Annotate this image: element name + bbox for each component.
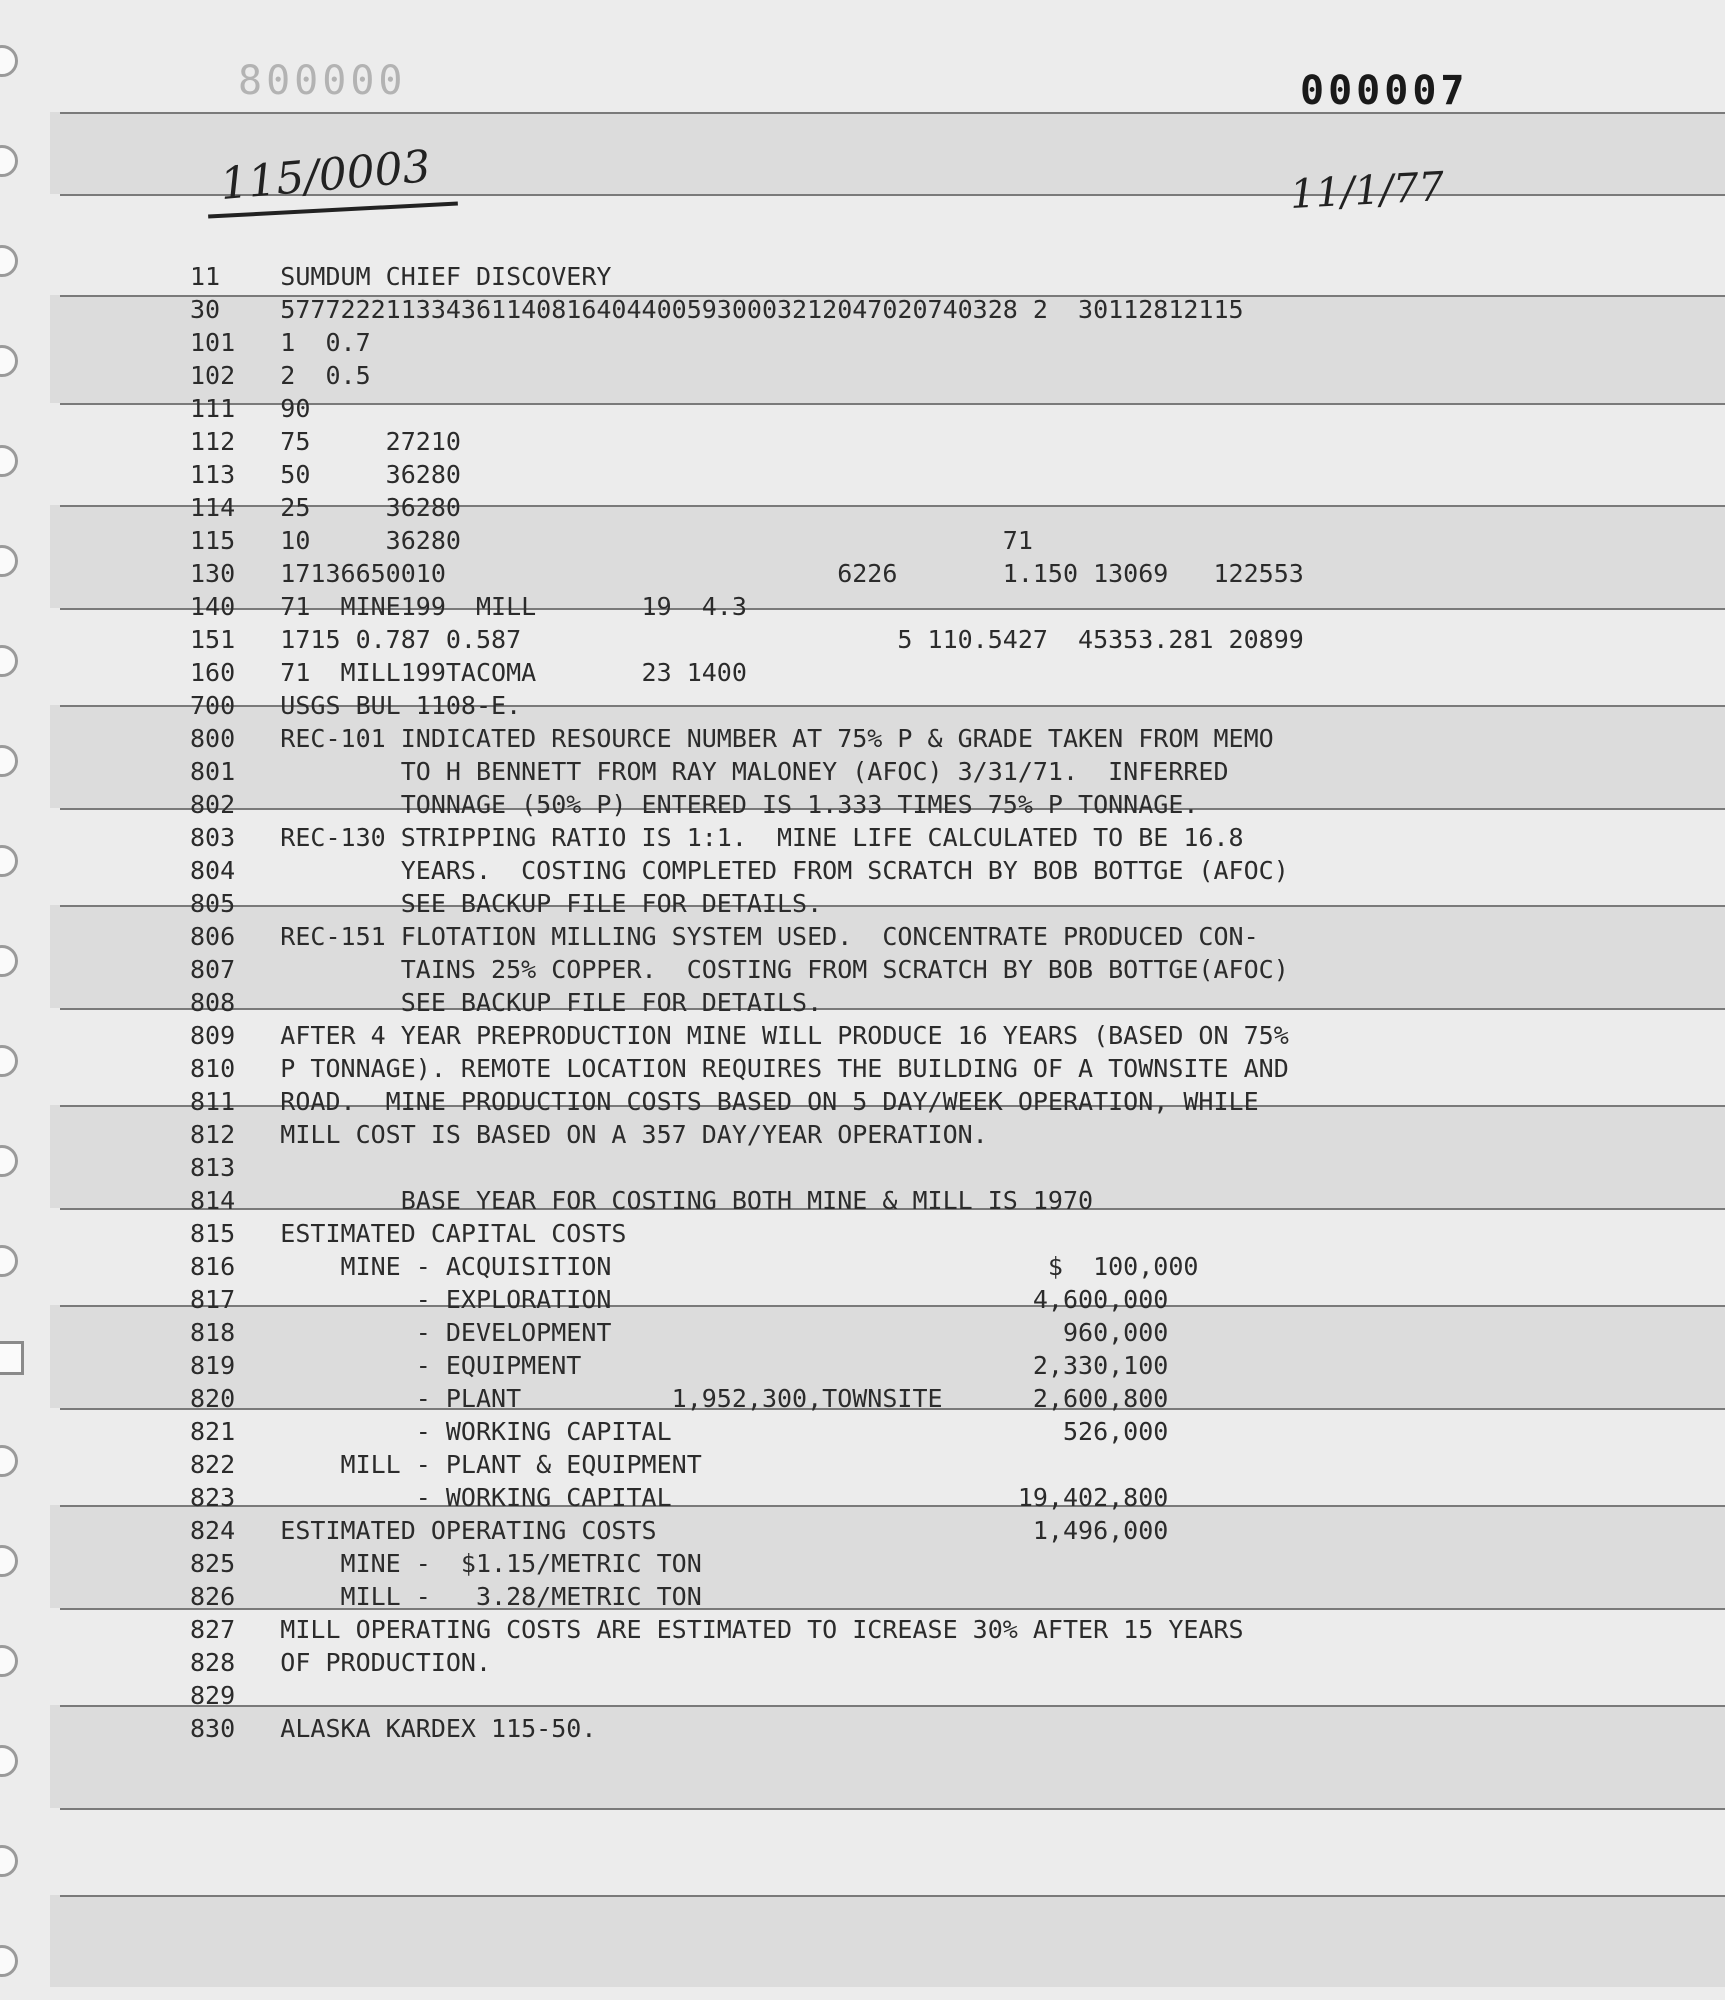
printout-line: 160 71 MILL199TACOMA 23 1400 bbox=[190, 658, 747, 687]
handwritten-date: 11/1/77 bbox=[1288, 163, 1446, 219]
tractor-hole bbox=[0, 1945, 18, 1977]
printout-line: 113 50 36280 bbox=[190, 460, 461, 489]
printout-line: 807 TAINS 25% COPPER. COSTING FROM SCRATCH BY BOB BOTTGE(AFOC) bbox=[190, 955, 1289, 984]
tractor-hole bbox=[0, 145, 18, 177]
printout-line: 814 BASE YEAR FOR COSTING BOTH MINE & MILL IS 1970 bbox=[190, 1186, 1094, 1215]
printout-line: 824 ESTIMATED OPERATING COSTS 1,496,000 bbox=[190, 1516, 1169, 1545]
shaded-band bbox=[50, 1895, 1725, 1987]
printout-line: 30 5777222113343611408164044005930003212047020740328 2 30112812115 bbox=[190, 295, 1244, 324]
printout-line: 820 - PLANT 1,952,300,TOWNSITE 2,600,800 bbox=[190, 1384, 1169, 1413]
tractor-hole bbox=[0, 345, 18, 377]
printout-line: 827 MILL OPERATING COSTS ARE ESTIMATED TO ICREASE 30% AFTER 15 YEARS bbox=[190, 1615, 1244, 1644]
printout-line: 111 90 bbox=[190, 394, 311, 423]
tractor-hole bbox=[0, 45, 18, 77]
ruled-line bbox=[60, 1705, 1725, 1707]
printout-line: 815 ESTIMATED CAPITAL COSTS bbox=[190, 1219, 627, 1248]
printout-line: 114 25 36280 bbox=[190, 493, 461, 522]
printout-line: 813 bbox=[190, 1153, 236, 1182]
tractor-hole bbox=[0, 1845, 18, 1877]
printout-line: 112 75 27210 bbox=[190, 427, 461, 456]
printout-line: 805 SEE BACKUP FILE FOR DETAILS. bbox=[190, 889, 823, 918]
tractor-hole bbox=[0, 1545, 18, 1577]
tractor-hole bbox=[0, 445, 18, 477]
ruled-line bbox=[60, 1895, 1725, 1897]
printout-line: 115 10 36280 71 bbox=[190, 526, 1033, 555]
tractor-hole bbox=[0, 1145, 18, 1177]
printout-line: 808 SEE BACKUP FILE FOR DETAILS. bbox=[190, 988, 823, 1017]
tractor-hole bbox=[0, 1045, 18, 1077]
printout-line: 809 AFTER 4 YEAR PREPRODUCTION MINE WILL PRODUCE 16 YEARS (BASED ON 75% bbox=[190, 1021, 1289, 1050]
tractor-hole bbox=[0, 645, 18, 677]
tractor-hole bbox=[0, 1245, 18, 1277]
tractor-hole bbox=[0, 545, 18, 577]
printout-line: 802 TONNAGE (50% P) ENTERED IS 1.333 TIMES 75% P TONNAGE. bbox=[190, 790, 1199, 819]
printout-line: 803 REC-130 STRIPPING RATIO IS 1:1. MINE LIFE CALCULATED TO BE 16.8 bbox=[190, 823, 1244, 852]
printout-line: 102 2 0.5 bbox=[190, 361, 371, 390]
printout-line: 804 YEARS. COSTING COMPLETED FROM SCRATCH BY BOB BOTTGE (AFOC) bbox=[190, 856, 1289, 885]
printout-line: 829 bbox=[190, 1681, 236, 1710]
printout-line: 130 17136650010 6226 1.150 13069 122553 bbox=[190, 559, 1304, 588]
printout-line: 811 ROAD. MINE PRODUCTION COSTS BASED ON 5 DAY/WEEK OPERATION, WHILE bbox=[190, 1087, 1259, 1116]
handwritten-file-reference: 115/0003 bbox=[218, 140, 433, 211]
tractor-hole bbox=[0, 245, 18, 277]
printout-line: 817 - EXPLORATION 4,600,000 bbox=[190, 1285, 1169, 1314]
printout-line: 830 ALASKA KARDEX 115-50. bbox=[190, 1714, 597, 1743]
tractor-hole bbox=[0, 1445, 18, 1477]
printout-line: 11 SUMDUM CHIEF DISCOVERY bbox=[190, 262, 612, 291]
tractor-hole bbox=[0, 945, 18, 977]
printout-line: 819 - EQUIPMENT 2,330,100 bbox=[190, 1351, 1169, 1380]
printout-line: 101 1 0.7 bbox=[190, 328, 371, 357]
printout-line: 823 - WORKING CAPITAL 19,402,800 bbox=[190, 1483, 1169, 1512]
faint-stamp-number: 800000 bbox=[238, 58, 407, 104]
ruled-line bbox=[60, 1808, 1725, 1810]
printout-line: 825 MINE - $1.15/METRIC TON bbox=[190, 1549, 702, 1578]
printout-line: 818 - DEVELOPMENT 960,000 bbox=[190, 1318, 1169, 1347]
printout-line: 822 MILL - PLANT & EQUIPMENT bbox=[190, 1450, 702, 1479]
printout-line: 700 USGS BUL 1108-E. bbox=[190, 691, 522, 720]
printout-line: 800 REC-101 INDICATED RESOURCE NUMBER AT 75% P & GRADE TAKEN FROM MEMO bbox=[190, 724, 1274, 753]
tractor-hole-square bbox=[0, 1341, 24, 1375]
printout-line: 828 OF PRODUCTION. bbox=[190, 1648, 492, 1677]
tractor-hole bbox=[0, 745, 18, 777]
printout-line: 801 TO H BENNETT FROM RAY MALONEY (AFOC) 3/31/71. INFERRED bbox=[190, 757, 1229, 786]
printout-line: 816 MINE - ACQUISITION $ 100,000 bbox=[190, 1252, 1199, 1281]
printout-line: 826 MILL - 3.28/METRIC TON bbox=[190, 1582, 702, 1611]
printout-line: 151 1715 0.787 0.587 5 110.5427 45353.281 20899 bbox=[190, 625, 1304, 654]
tractor-hole bbox=[0, 1645, 18, 1677]
ruled-line bbox=[60, 112, 1725, 114]
page-number-stamp: 000007 bbox=[1300, 68, 1469, 114]
printout-line: 812 MILL COST IS BASED ON A 357 DAY/YEAR OPERATION. bbox=[190, 1120, 988, 1149]
printout-line: 810 P TONNAGE). REMOTE LOCATION REQUIRES THE BUILDING OF A TOWNSITE AND bbox=[190, 1054, 1289, 1083]
printout-line: 806 REC-151 FLOTATION MILLING SYSTEM USED. CONCENTRATE PRODUCED CON- bbox=[190, 922, 1259, 951]
tractor-hole bbox=[0, 845, 18, 877]
printout-line: 140 71 MINE199 MILL 19 4.3 bbox=[190, 592, 747, 621]
tractor-hole bbox=[0, 1745, 18, 1777]
printout-line: 821 - WORKING CAPITAL 526,000 bbox=[190, 1417, 1169, 1446]
